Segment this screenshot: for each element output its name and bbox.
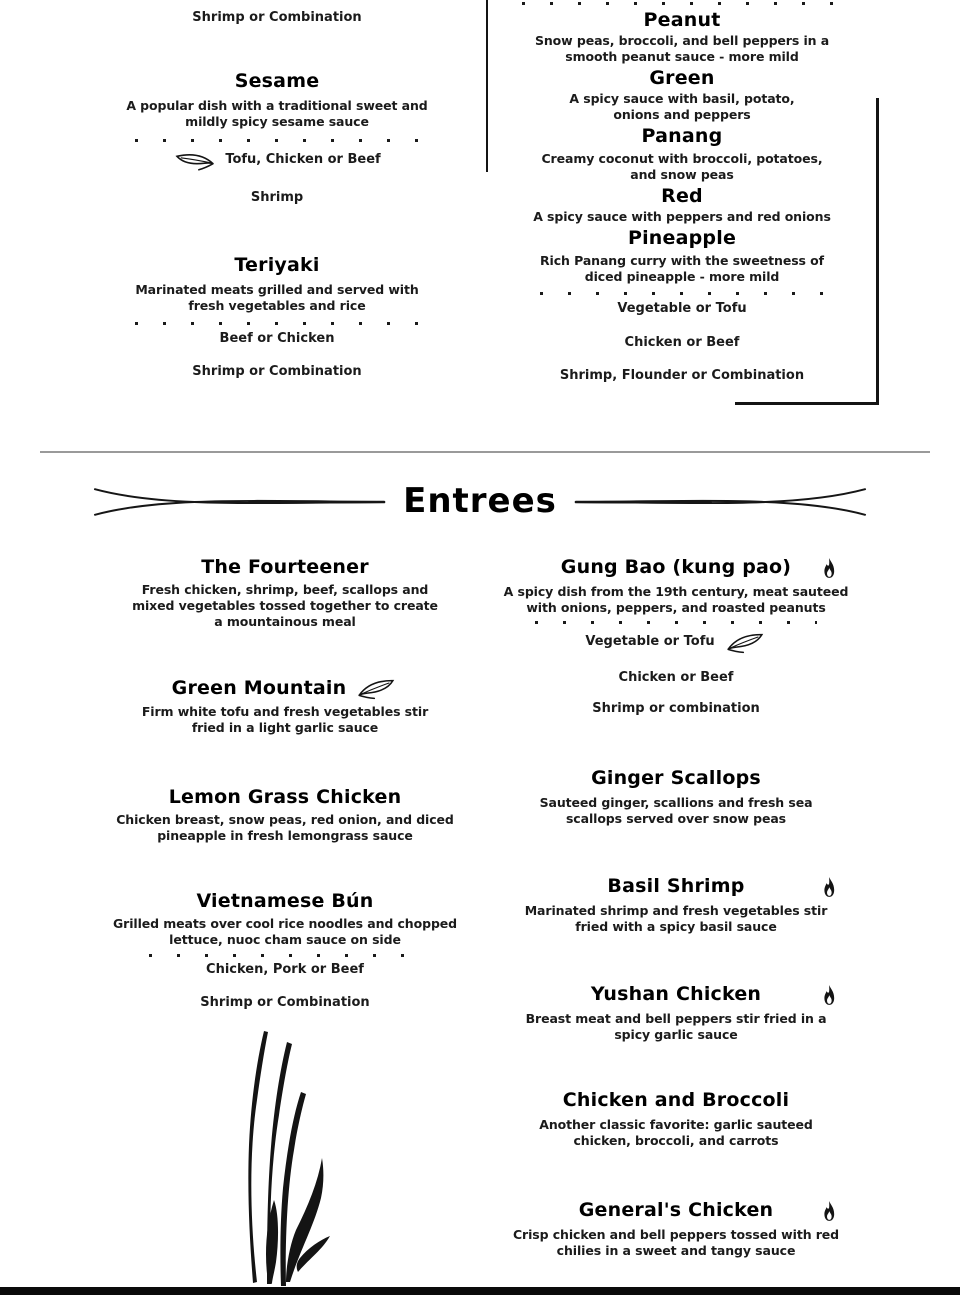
dish-description: Another classic favorite: garlic sauteed chicken, broccoli, and carrots	[539, 1117, 813, 1148]
dish-title-chicken-and-broccoli: Chicken and Broccoli	[562, 1089, 790, 1111]
dish-title-lemon-grass-chicken: Lemon Grass Chicken	[168, 786, 402, 808]
protein-option: Shrimp or Combination	[192, 364, 362, 379]
entrees-left-column	[95, 556, 475, 1011]
dish-description: A popular dish with a traditional sweet and mildly spicy sesame sauce	[126, 98, 428, 129]
protein-option-row	[97, 148, 457, 172]
protein-option: Vegetable or Tofu	[617, 301, 747, 316]
dotted-separator	[135, 139, 420, 142]
protein-option: Vegetable or Tofu	[585, 634, 715, 649]
section-divider-line	[40, 451, 930, 453]
dish-description: Firm white tofu and fresh vegetables stir fried in a light garlic sauce	[141, 704, 429, 735]
dish-description: Chicken breast, snow peas, red onion, and diced pineapple in fresh lemongrass sauce	[116, 812, 454, 843]
dotted-separator	[135, 322, 420, 325]
curry-title-peanut: Peanut	[643, 9, 721, 31]
curry-description: A spicy sauce with peppers and red onions	[533, 209, 831, 224]
entrees-section-header	[0, 476, 960, 526]
dotted-separator	[535, 621, 817, 624]
spicy-flame-icon	[821, 557, 838, 581]
curry-description: Creamy coconut with broccoli, potatoes, and snow peas	[541, 151, 823, 182]
dish-title-yushan-chicken	[490, 983, 862, 1005]
dish-title-vietnamese-bun: Vietnamese Bún	[196, 890, 374, 912]
protein-option: Shrimp or combination	[592, 701, 760, 716]
spicy-flame-icon	[821, 1200, 838, 1224]
protein-option: Shrimp or Combination	[200, 995, 370, 1010]
bottom-border-bar	[0, 1287, 960, 1295]
dotted-separator	[149, 954, 421, 957]
protein-option-row	[490, 630, 862, 654]
curry-title-pineapple: Pineapple	[627, 227, 737, 249]
dish-title-gung-bao	[490, 556, 862, 578]
dish-title-teriyaki: Teriyaki	[234, 254, 320, 276]
dish-title-basil-shrimp	[490, 875, 862, 897]
dish-description: Grilled meats over cool rice noodles and chopped lettuce, nuoc cham sauce on side	[112, 916, 458, 947]
protein-option: Shrimp	[250, 190, 304, 205]
dish-title-text: Green Mountain	[171, 677, 347, 699]
protein-option: Chicken or Beef	[618, 670, 734, 685]
dish-description: A spicy dish from the 19th century, meat sauteed with onions, peppers, and roasted peanuts	[503, 584, 849, 615]
curry-title-panang: Panang	[641, 125, 723, 147]
flourish-right	[573, 481, 868, 521]
dotted-separator	[540, 292, 825, 295]
vegetarian-leaf-icon	[353, 674, 399, 702]
dish-title-text: Gung Bao (kung pao)	[560, 556, 792, 578]
curry-title-red: Red	[661, 185, 703, 207]
top-right-column	[497, 0, 867, 384]
dish-title-the-fourteener: The Fourteener	[201, 556, 369, 578]
dish-description: Marinated shrimp and fresh vegetables stir fried with a spicy basil sauce	[524, 903, 828, 934]
section-title: Entrees	[403, 481, 557, 521]
flourish-left	[92, 481, 387, 521]
dish-title-text: Yushan Chicken	[590, 983, 762, 1005]
dish-description: Marinated meats grilled and served with fresh vegetables and rice	[135, 282, 419, 313]
dish-title-generals-chicken	[490, 1199, 862, 1221]
spicy-flame-icon	[821, 984, 838, 1008]
dish-description: Crisp chicken and bell peppers tossed with red chilies in a sweet and tangy sauce	[512, 1227, 840, 1258]
dish-title-sesame: Sesame	[234, 70, 320, 92]
grass-illustration	[224, 1030, 336, 1288]
column-divider-line	[486, 0, 488, 172]
protein-option: Tofu, Chicken or Beef	[225, 152, 381, 167]
entrees-right-column	[490, 556, 862, 1259]
vegetarian-leaf-icon	[721, 628, 767, 656]
protein-option: Chicken, Pork or Beef	[206, 962, 364, 977]
protein-option: Shrimp, Flounder or Combination	[559, 368, 805, 383]
curry-title-green: Green	[649, 67, 715, 89]
dish-description: Fresh chicken, shrimp, beef, scallops and mixed vegetables tossed together to create a mountainous meal	[132, 582, 438, 629]
dish-title-ginger-scallops: Ginger Scallops	[591, 767, 761, 789]
protein-option: Beef or Chicken	[219, 331, 335, 346]
dotted-separator	[522, 2, 842, 5]
protein-option: Chicken or Beef	[624, 335, 740, 350]
vegetarian-leaf-icon	[172, 146, 218, 174]
dish-title-text: Basil Shrimp	[607, 875, 745, 897]
top-left-column	[97, 0, 457, 380]
curry-description: Rich Panang curry with the sweetness of diced pineapple - more mild	[540, 253, 824, 284]
curry-description: Snow peas, broccoli, and bell peppers in a smooth peanut sauce - more mild	[534, 33, 830, 64]
dish-description: Sauteed ginger, scallions and fresh sea scallops served over snow peas	[539, 795, 813, 826]
curry-description: A spicy sauce with basil, potato, onions and peppers	[569, 91, 795, 122]
protein-option: Shrimp or Combination	[192, 10, 362, 25]
dish-title-green-mountain	[95, 676, 475, 700]
dish-description: Breast meat and bell peppers stir fried in a spicy garlic sauce	[525, 1011, 827, 1042]
spicy-flame-icon	[821, 876, 838, 900]
dish-title-text: General's Chicken	[578, 1199, 774, 1221]
